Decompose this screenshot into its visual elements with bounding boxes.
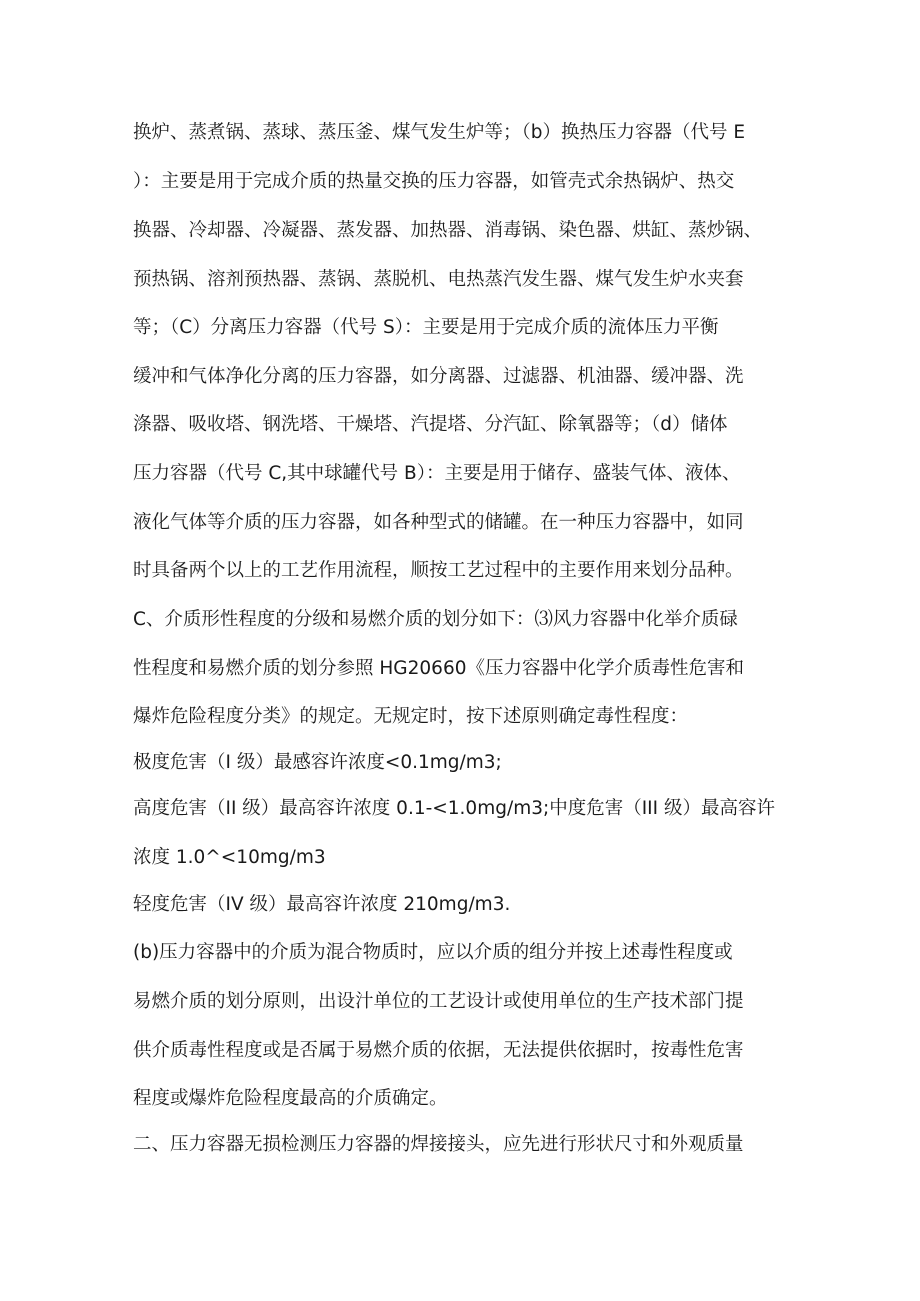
text-line: 缓冲和气体净化分离的压力容器，如分离器、过滤器、机油器、缓冲器、洗 <box>133 366 744 387</box>
text-line: 极度危害（I 级）最感容许浓度<0.1mg∕m3; <box>133 752 502 773</box>
text-line: 轻度危害（IV 级）最高容许浓度 210mg∕m3. <box>133 894 511 915</box>
text-line: ）：主要是用于完成介质的热量交换的压力容器，如管壳式余热锅炉、热交 <box>133 171 735 192</box>
text-line: 易燃介质的划分原则，出设汁单位的工艺设计或使用单位的生产技术部门提 <box>133 991 744 1012</box>
text-line: 性程度和易燃介质的划分参照 HG20660《压力容器中化学介质毒性危害和 <box>133 658 744 679</box>
text-line: 供介质毒性程度或是否属于易燃介质的依据，无法提供依据时，按毒性危害 <box>133 1040 744 1061</box>
text-line: C、介质形性程度的分级和易燃介质的划分如下：⑶风力容器中化举介质碌 <box>133 609 738 630</box>
text-line: 涤器、吸收塔、钢洗塔、干燥塔、汽提塔、分汽缸、除氧器等；（d）储体 <box>133 414 728 435</box>
text-line: 换器、冷却器、冷凝器、蒸发器、加热器、消毒锅、染色器、烘缸、蒸炒锅、 <box>133 220 763 241</box>
text-line: 爆炸危险程度分类》的规定。无规定时，按下述原则确定毒性程度： <box>133 706 689 727</box>
text-line: 二、压力容器无损检测压力容器的焊接接头，应先进行形状尺寸和外观质量 <box>133 1134 744 1155</box>
text-line: (b)压力容器中的介质为混合物质时，应以介质的组分并按上述毒性程度或 <box>133 942 733 963</box>
text-line: 时具备两个以上的工艺作用流程，顺按工艺过程中的主要作用来划分品种。 <box>133 560 744 581</box>
text-line: 等；（C）分离压力容器（代号 S）：主要是用于完成介质的流体压力平衡 <box>133 317 719 338</box>
text-line: 换炉、蒸煮锅、蒸球、蒸压釜、煤气发生炉等；（b）换热压力容器（代号 E <box>133 122 746 143</box>
text-line: 压力容器（代号 C,其中球罐代号 B）：主要是用于储存、盛装气体、液体、 <box>133 463 741 484</box>
text-line: 预热锅、溶剂预热器、蒸锅、蒸脱机、电热蒸汽发生器、煤气发生炉水夹套 <box>133 269 744 290</box>
text-line: 程度或爆炸危险程度最高的介质确定。 <box>133 1088 448 1109</box>
text-line: 高度危害（II 级）最高容许浓度 0.1-<1.0mg∕m3;中度危害（III 级）最高容许 <box>133 798 775 819</box>
text-line: 液化气体等介质的压力容器，如各种型式的储罐。在一种压力容器中，如同 <box>133 512 744 533</box>
text-line: 浓度 1.0^<10mg∕m3 <box>133 847 326 868</box>
